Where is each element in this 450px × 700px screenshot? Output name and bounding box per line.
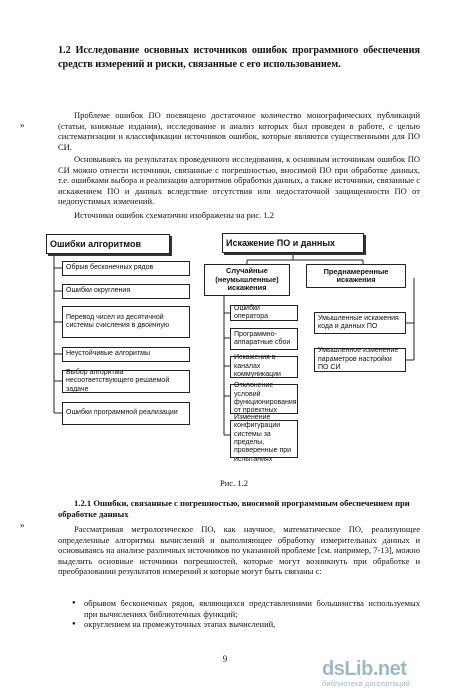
watermark-logo: dsLib.net xyxy=(322,658,407,680)
left-item-label: Ошибки округления xyxy=(66,287,131,295)
left-item-box xyxy=(62,284,190,299)
paragraph: Проблеме ошибок ПО посвящено достаточное количество монографических публикаций (статьи, книжные издания), исследование и анализ которых был проведен в работе, с целью систематизации и классификации источников ошибок, которые являются существенными для ПО СИ. xyxy=(58,110,420,152)
section-heading: 1.2 Исследование основных источников ошибок программного обеспечения средств измерений и риски, связанные с его использованием. xyxy=(58,45,420,70)
random-header-label: Случайные (неумышленные) искажения xyxy=(215,266,279,293)
random-item-box xyxy=(230,384,298,414)
left-header-label: Ошибки алгоритмов xyxy=(50,238,141,249)
left-item-box xyxy=(62,261,190,276)
right-header-label: Искажение ПО и данных xyxy=(226,237,336,248)
random-header-box xyxy=(204,264,290,296)
left-item-box xyxy=(62,402,190,425)
figure-caption: Рис. 1.2 xyxy=(220,478,248,488)
random-item-box xyxy=(230,305,298,321)
paragraph: Рассматривая метрологическое ПО, как научное, математическое ПО, реализующее определенные алгоритмы вычислений и выполняющее обработку измерительных данных и основываясь на анализе различных источников по указанной проблеме [см. например, 7-13], можно выделить основные источники погрешностей, которые могут возникнуть при обработке и преобразовании результатов измерений и которые могут быть связаны с: xyxy=(58,524,421,577)
random-item-label: Отклонение условий функционирования от проектных xyxy=(234,382,297,415)
left-item-box xyxy=(62,306,190,338)
margin-mark: » xyxy=(20,520,25,530)
right-header-box xyxy=(222,233,364,253)
figure-diagram xyxy=(44,230,424,492)
paragraph: Источники ошибок схематично изображены на рис. 1.2 xyxy=(74,210,274,220)
intentional-header-box xyxy=(306,264,406,288)
random-item-label: Искажения в каналах коммуникации xyxy=(234,354,281,379)
watermark-subtitle: библиотека диссертаций xyxy=(322,679,410,688)
left-item-label: Ошибки программной реализации xyxy=(66,409,178,417)
intentional-item-label: Умышленное изменение параметров настройки ПО СИ xyxy=(318,347,399,372)
random-item-label: Программно-аппаратные сбои xyxy=(234,330,291,346)
random-item-label: Ошибки оператора xyxy=(234,304,269,320)
random-item-box xyxy=(230,328,298,350)
page-number: 9 xyxy=(222,654,228,664)
list-item: ● округлением на промежуточных этапах вычислений, xyxy=(58,619,420,630)
margin-mark: » xyxy=(20,120,25,130)
subsection-heading: 1.2.1 Ошибки, связанные с погрешностью, вносимой программным обеспечением при обработке данных xyxy=(58,498,410,519)
intentional-item-label: Умышленные искажения кода и данных ПО xyxy=(318,314,399,330)
intentional-header-label: Преднамеренные искажения xyxy=(323,266,389,284)
intentional-item-box xyxy=(314,312,406,334)
intentional-item-box xyxy=(314,348,406,372)
left-item-label: Перевод чисел из десятичной системы счисления в двоичную xyxy=(66,313,170,329)
left-item-box xyxy=(62,347,190,362)
left-item-box xyxy=(62,370,190,393)
left-item-label: Неустойчивые алгоритмы xyxy=(66,350,150,358)
left-header-box xyxy=(46,234,170,254)
watermark xyxy=(322,658,440,688)
paragraph: Основываясь на результатах проведенного исследования, к основным источникам ошибок ПО СИ можно отнести источники, связанные с погрешностью, вносимой ПО при обработке данных, т.е. ошибками выбора и реализации алгоритмов обработки данных, а также источники, связанные с искажением ПО и данных вследствие отсутствия или недостаточной защищенности ПО от недопустимых изменений. xyxy=(58,154,420,207)
left-item-label: Обрыв бесконечных рядов xyxy=(66,264,154,272)
random-item-box xyxy=(230,356,298,378)
list-item: ● обрывом бесконечных рядов, являющихся представлениями большинства используемых при вычислениях библиотечных функций; xyxy=(58,598,420,619)
left-item-label: Выбор алгоритма несоответствующего решаемой задаче xyxy=(66,368,170,393)
random-item-label: Изменение конфигурации системы за пределы, проверенные при испытаниях xyxy=(234,413,292,463)
bullet-list xyxy=(58,598,420,630)
random-item-box xyxy=(230,413,298,463)
